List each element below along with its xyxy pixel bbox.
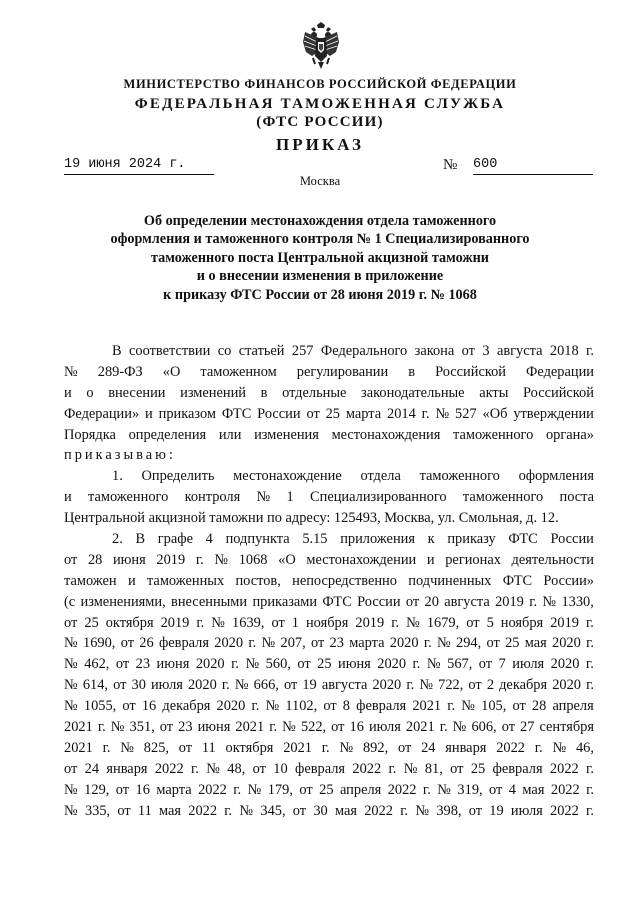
ministry-name: МИНИСТЕРСТВО ФИНАНСОВ РОССИЙСКОЙ ФЕДЕРАЦИИ <box>123 77 517 91</box>
body-line: В соответствии со статьей 257 Федерального закона от 3 августа 2018 г. <box>112 343 594 359</box>
title-line: оформления и таможенного контроля № 1 Специализированного <box>110 231 530 248</box>
title-line: Об определении местонахождения отдела таможенного <box>143 213 497 229</box>
order-title <box>100 212 540 304</box>
body-line: Федерации» и приказом ФТС России от 25 марта 2014 г. № 527 «Об утверждении <box>64 405 594 422</box>
title-line: таможенного поста Центральной акцизной таможни <box>151 249 489 266</box>
city: Москва <box>299 174 341 188</box>
order-number-field <box>443 156 498 174</box>
body-line: 2021 г. № 351, от 23 июня 2021 г. № 522, от 16 июля 2021 г. № 606, от 27 сентября <box>64 719 594 736</box>
body-line: 2021 г. № 825, от 11 октября 2021 г. № 892, от 24 января 2022 г. № 46, <box>64 739 594 756</box>
order-body <box>64 341 594 821</box>
title-line: и о внесении изменения в приложение <box>196 268 444 285</box>
body-line: таможен и таможенных постов, непосредственно подчиненных ФТС России» <box>64 572 594 589</box>
body-line: и о внесении изменений в отдельные законодательные акты Российской <box>64 384 594 401</box>
order-number: 600 <box>473 156 593 175</box>
body-line: № 129, от 16 марта 2022 г. № 179, от 25 апреля 2022 г. № 319, от 4 мая 2022 г. <box>64 781 594 798</box>
body-line: от 24 января 2022 г. № 48, от 10 февраля 2022 г. № 81, от 25 февраля 2022 г. <box>64 760 594 777</box>
body-line: № 289-ФЗ «О таможенном регулировании в Российской Федерации <box>64 363 594 380</box>
body-line: (с изменениями, внесенными приказами ФТС России от 20 августа 2019 г. № 1330, <box>64 593 594 610</box>
body-line: № 1690, от 26 февраля 2020 г. № 207, от 23 марта 2020 г. № 294, от 25 мая 2020 г. <box>64 635 594 652</box>
body-line: от 28 июня 2019 г. № 1068 «О местонахождении и регионах деятельности <box>64 551 594 568</box>
body-line: от 25 октября 2019 г. № 1639, от 1 ноября 2019 г. № 1679, от 5 ноября 2019 г. <box>64 614 594 631</box>
order-date: 19 июня 2024 г. <box>64 156 214 175</box>
title-line: к приказу ФТС России от 28 июня 2019 г. № 1068 <box>163 286 477 303</box>
body-line: № 462, от 23 июня 2020 г. № 560, от 25 июня 2020 г. № 567, от 7 июля 2020 г. <box>64 656 594 673</box>
body-line: и таможенного контроля № 1 Специализированного таможенного поста <box>64 489 594 506</box>
body-line: Порядка определения или изменения местонахождения таможенного органа» <box>64 426 594 443</box>
coat-of-arms-icon <box>302 22 340 70</box>
service-name: ФЕДЕРАЛЬНАЯ ТАМОЖЕННАЯ СЛУЖБА <box>134 96 506 112</box>
body-line: 2. В графе 4 подпункта 5.15 приложения к приказу ФТС России <box>112 531 594 548</box>
number-sign: № <box>443 157 458 173</box>
document-type: ПРИКАЗ <box>276 135 364 154</box>
body-line: № 335, от 11 мая 2022 г. № 345, от 30 мая 2022 г. № 398, от 19 июля 2022 г. <box>64 802 594 819</box>
service-abbreviation: (ФТС РОССИИ) <box>256 114 384 130</box>
body-line: № 614, от 30 июля 2020 г. № 666, от 19 августа 2020 г. № 722, от 2 декабря 2020 г. <box>64 677 594 694</box>
body-line: Центральной акцизной таможни по адресу: 125493, Москва, ул. Смольная, д. 12. <box>64 510 559 527</box>
body-line: приказываю: <box>64 447 176 464</box>
body-line: № 1055, от 16 декабря 2020 г. № 1102, от 8 февраля 2021 г. № 105, от 28 апреля <box>64 698 594 715</box>
body-line: 1. Определить местонахождение отдела таможенного оформления <box>112 468 594 485</box>
